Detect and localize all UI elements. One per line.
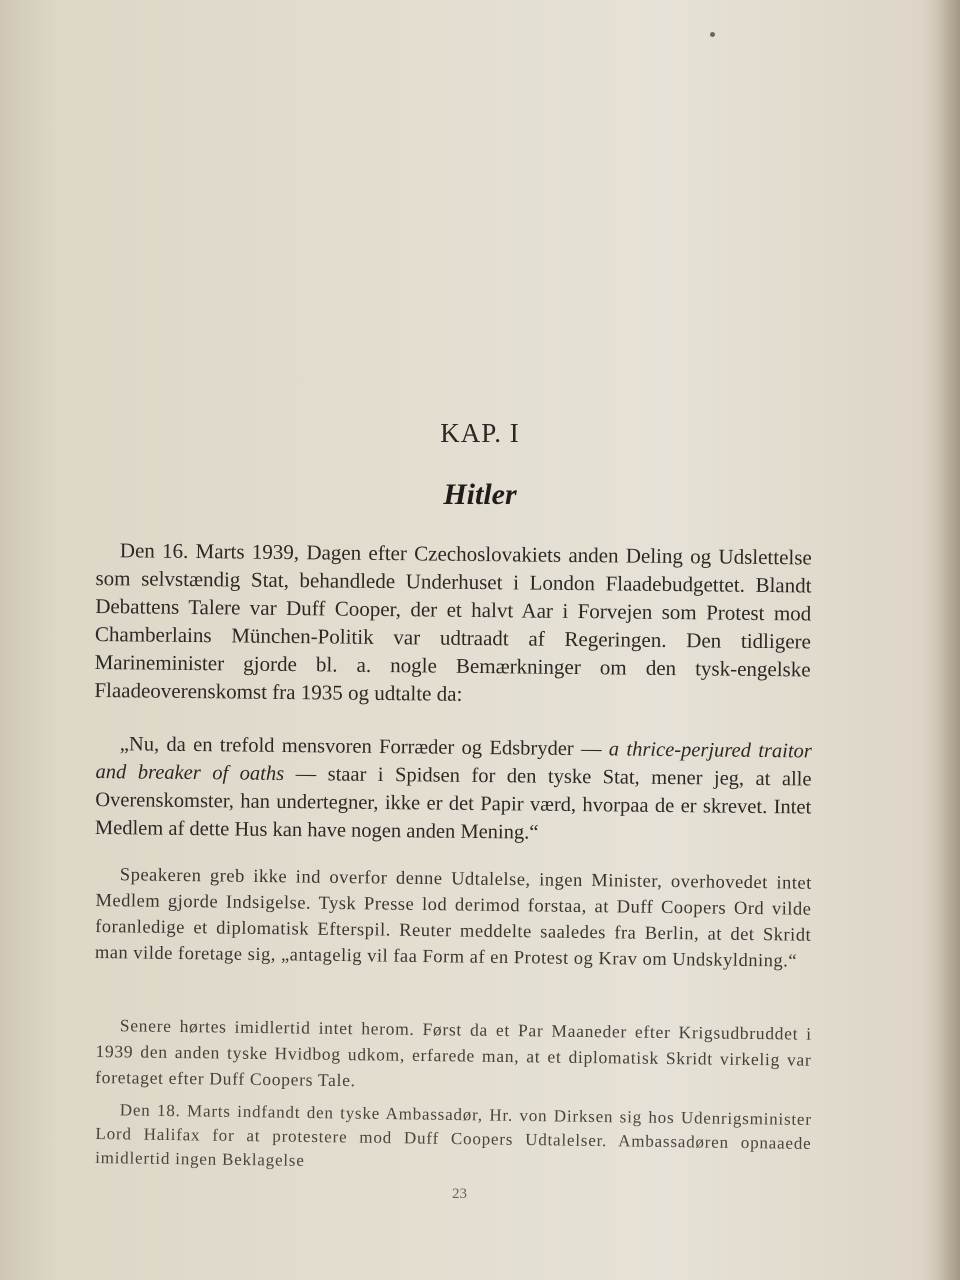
quote-english-italic: a thrice-perjured traitor and breaker of oaths [95,738,812,785]
page-edge-shadow [938,0,960,1280]
chapter-label: KAP. I [440,418,520,448]
paragraph-3-text: Speakeren greb ikke ind overfor denne Udtalelse, ingen Minister, overhovedet intet Medlem gjorde Indsigelse. Tysk Presse lod derimod forstaa, at Duff Coopers Ord vilde foranledige et diplomatisk Efterspil. Reuter meddelte saaledes fra Berlin, at det Skridt man vilde foretage sig, „antagelig vil faa Form af en Protest og Krav om Undskyldning.“ [94,865,812,972]
ink-speck [710,32,715,37]
quote-end: — staar i Spidsen for den tyske Stat, mener jeg, at alle Overenskomster, han undertegner, ikke er det Papir værd, hvorpaa de er skrevet. Intet Medlem af dette Hus kan have nogen anden Mening.“ [94,762,812,844]
chapter-heading: Hitler [443,478,517,511]
paragraph-4-text: Senere hørtes imidlertid intet herom. Først da et Par Maaneder efter Krigsudbruddet i 1939 den anden tyske Hvidbog udkom, erfarede man, at et diplomatisk Skridt virkelig var foretaget efter Duff Coopers Tale. [95,1015,812,1091]
paragraph-1-text: Den 16. Marts 1939, Dagen efter Czechoslovakiets anden Deling og Udslettelse som selvstændig Stat, behandlede Underhuset i London Flaadebudgettet. Blandt Debattens Talere var Duff Cooper, der et halvt Aar i Forvejen som Protest mod Chamberlains München-Politik var udtraadt af Regeringen. Den tidligere Marineminister gjorde bl. a. nogle Bemærkninger om den tysk-engelske Flaadeoverenskomst fra 1935 og udtalte da: [94,538,812,706]
paragraph-2-quote [95,730,812,849]
paragraph-1 [94,536,812,711]
paragraph-5-text: Den 18. Marts indfandt den tyske Ambassadør, Hr. von Dirksen sig hos Udenrigsminister Lord Halifax for at protestere mod Duff Coopers Udtalelser. Ambassadøren opnaaede imidlertid ingen Beklagelse [95,1100,812,1170]
quote-start: „Nu, da en trefold mensvoren Forræder og Edsbryder — [119,733,609,761]
paragraph-5 [95,1098,812,1180]
paragraph-3 [95,862,812,975]
paragraph-4 [95,1012,812,1099]
page-number: 23 [452,1186,467,1202]
